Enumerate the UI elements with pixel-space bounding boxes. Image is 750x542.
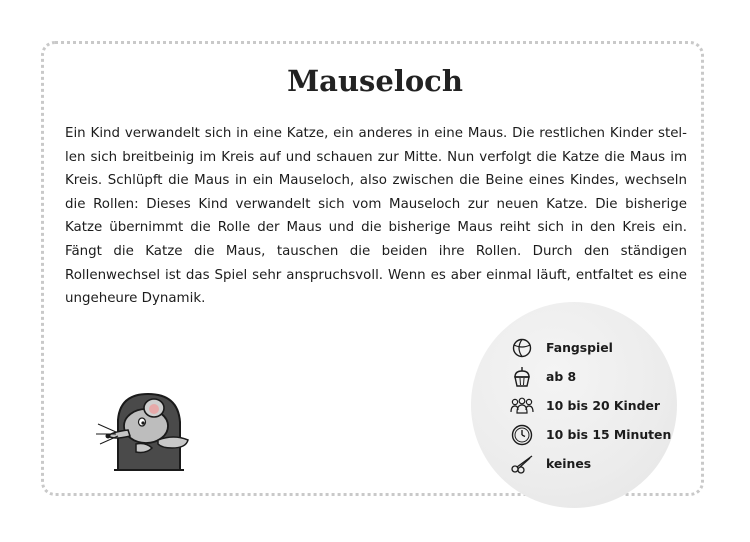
info-label: 10 bis 20 Kinder [546, 398, 660, 413]
info-label: ab 8 [546, 369, 577, 384]
game-description: Ein Kind verwandelt sich in eine Katze, ein anderes in eine Maus. Die restlichen Kinder stellen sich breitbeinig im Kreis auf und schauen zur Mitte. Nun verfolgt die Katze die Maus im Kreis. Schlüpft die Maus in ein Mauseloch, also zwischen die Beine eines Kindes, wechseln die Rollen: Dieses Kind verwandelt sich vom Mauseloch zur neuen Katze. Die bisherige Katze übernimmt die Rolle der Maus und die bisherige Maus reiht sich in den Kreis ein. Fängt die Katze die Maus, tauschen die beiden ihre Rollen. Durch den ständigen Rollenwechsel ist das Spiel sehr anspruchsvoll. Wenn es aber einmal läuft, entfaltet es eine ungeheure Dynamik. [65, 126, 687, 307]
info-item-duration [510, 420, 671, 449]
info-label: Fangspiel [546, 340, 613, 355]
page-title: Mauseloch [287, 64, 463, 98]
info-item-game-type [510, 333, 671, 362]
game-info-list [510, 333, 671, 478]
ball-icon [510, 336, 534, 360]
cupcake-icon [510, 365, 534, 389]
mouse-in-hole-illustration [96, 386, 194, 472]
scissors-icon [510, 452, 534, 476]
info-item-players [510, 391, 671, 420]
info-label: keines [546, 456, 592, 471]
info-label: 10 bis 15 Minuten [546, 427, 672, 442]
clock-icon [510, 423, 534, 447]
group-icon [510, 394, 534, 418]
info-item-age [510, 362, 671, 391]
info-item-materials [510, 449, 671, 478]
